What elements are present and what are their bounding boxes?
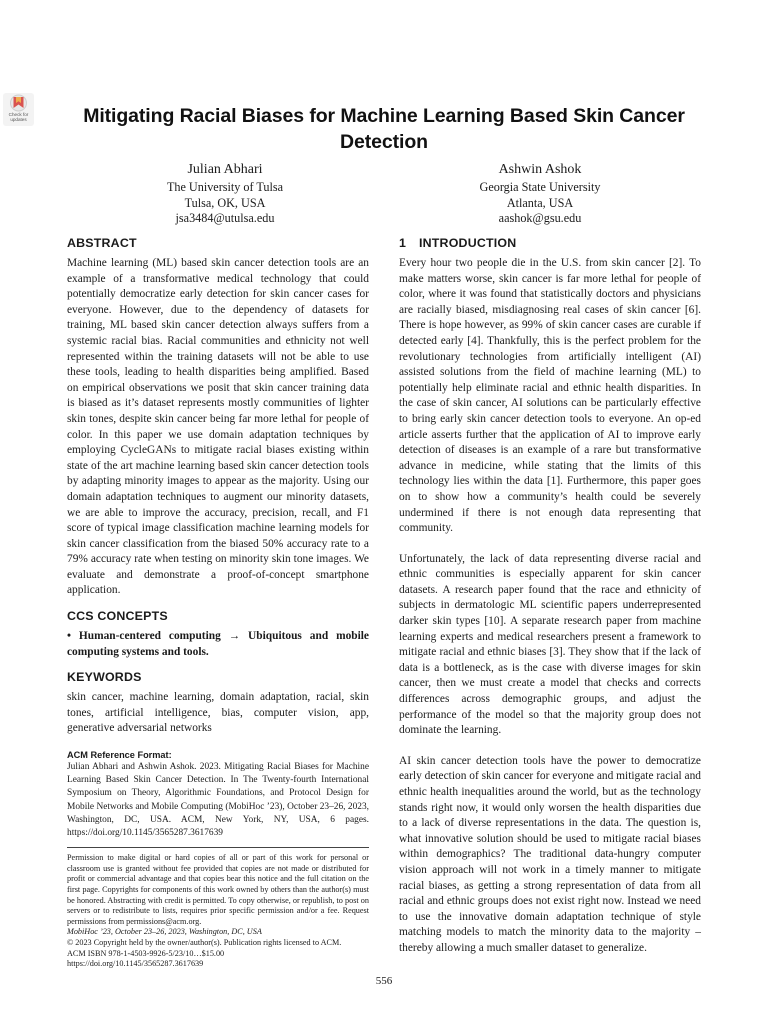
copyright-line: © 2023 Copyright held by the owner/author(s). Publication rights licensed to ACM. bbox=[67, 938, 342, 947]
author-email[interactable]: aashok@gsu.edu bbox=[498, 211, 582, 225]
permission-notice bbox=[67, 853, 369, 970]
author-name: Julian Abhari bbox=[187, 162, 263, 177]
section-title: INTRODUCTION bbox=[419, 236, 517, 250]
doi-link[interactable]: https://doi.org/10.1145/3565287.3617639 bbox=[67, 959, 204, 969]
author-name: Ashwin Ashok bbox=[498, 162, 582, 177]
permission-text: Permission to make digital or hard copies of all or part of this work for personal or classroom use is granted without fee provided that copies are not made or distributed for profit or commercial advantage and that copies bear this notice and the full citation on the first page. Copyrights for components of this work owned by others than the author(s) must be honored. Abstracting with credit is permitted. To copy otherwise, or republish, to post on servers or to redistribute to lists, requires prior specific permission and/or a fee. Request permissions from permissions@acm.org. bbox=[67, 853, 369, 926]
author-affiliation: Georgia State University bbox=[479, 180, 601, 194]
left-column bbox=[67, 235, 369, 970]
section-heading bbox=[399, 235, 701, 251]
page-number: 556 bbox=[375, 975, 393, 987]
badge-label: Check for updates bbox=[8, 112, 29, 122]
keywords-text: skin cancer, machine learning, domain adaptation, racial, skin tones, artificial intelligence, bias, computer vision, app, generative adversarial networks bbox=[67, 691, 369, 735]
author-location: Atlanta, USA bbox=[506, 195, 574, 210]
author-affiliation: The University of Tulsa bbox=[166, 180, 284, 194]
footnote-divider bbox=[67, 847, 369, 848]
bookmark-ribbon-icon bbox=[3, 93, 34, 113]
conference-line: MobiHoc ’23, October 23–26, 2023, Washington, DC, USA bbox=[67, 927, 262, 937]
author-email[interactable]: jsa3484@utulsa.edu bbox=[175, 211, 275, 225]
section-number: 1 bbox=[399, 236, 407, 250]
acm-reference-heading: ACM Reference Format: bbox=[67, 750, 172, 761]
paper-title: Mitigating Racial Biases for Machine Learning Based Skin Cancer Detection bbox=[83, 105, 685, 153]
isbn-line: ACM ISBN 978-1-4503-9926-5/23/10…$15.00 bbox=[67, 948, 225, 958]
intro-paragraph: Unfortunately, the lack of data representing diverse racial and ethnic communities is especially apparent for skin cancer datasets. A research paper found that the race and ethnicity of subjects in dermatologic ML scientific papers underrepresented darker skin types [10]. A separate research paper from machine learning experts and medical researchers present a framework to mitigate racial and ethnic biases [3]. They show that if the lack of data is a bottleneck, as is the case with diverse images for skin cancer, then we must create a model that checks and corrects differences across demographic groups, and adjust the performance of the model so that the majority group does not dominate the learning. bbox=[399, 552, 701, 737]
right-column bbox=[399, 235, 701, 957]
author-location: Tulsa, OK, USA bbox=[184, 195, 266, 210]
acm-reference-text: Julian Abhari and Ashwin Ashok. 2023. Mitigating Racial Biases for Machine Learning Based Skin Cancer Detection. In The Twenty-fourth International Symposium on Theory, Algorithmic Foundations, and Protocol Design for Mobile Networks and Mobile Computing (MobiHoc ’23), October 23–26, 2023, Washington, DC, USA. ACM, New York, NY, USA, 6 pages. https://doi.org/10.1145/3565287.3617639 bbox=[67, 762, 369, 839]
ccs-text: • Human-centered computing → Ubiquitous and mobile computing systems and tools. bbox=[67, 630, 369, 658]
intro-paragraph: Every hour two people die in the U.S. from skin cancer [2]. To make matters worse, skin cancer is far more lethal for people of color, where it was found that statistically doctors and physicians are racially biased, misdiagnosing real cases of skin cancer [6]. There is hope however, as 99% of skin cancer cases are curable if detected early [4]. Thankfully, this is the perfect problem for the revolutionary technologies from artificially intelligent (AI) assisted solutions from the field of machine learning (ML) to potentially help eliminate racial and ethnic health disparities. In the case of skin cancer, AI solutions can be particularly effective to bring early skin cancer detection tools to everyone. An op-ed article asserts further that the application of AI to improve early detection of diseases is an example of a rare but transformative advance in medicine, while stating that the limits of this technology lies within the data [1]. Furthermore, this paper goes on to show how a community’s health could be severely undermined if there is not enough data representing that community. bbox=[399, 257, 701, 535]
intro-paragraph: AI skin cancer detection tools have the power to democratize early detection of skin cancer for everyone and mitigate racial and ethnic health inequalities around the world, but as the technology stands right now, it would only worsen the health disparities due to a lack of diverse representations in the data. The question is, what innovative solution should be used to mitigate racial biases within demographics? The traditional data-hungry computer vision approach will not work in a timely manner to mitigate racial biases, as getting a strong representation of data from all racial and ethnic groups does not exist right now. Instead we need to use the innovative domain adaptation technique of style matching models to match the minority data to the majority – thereby allowing a much smaller dataset to generalize. bbox=[399, 754, 701, 954]
author-block bbox=[400, 162, 680, 227]
author-block bbox=[85, 162, 365, 227]
ccs-heading: CCS CONCEPTS bbox=[67, 609, 168, 624]
abstract-text: Machine learning (ML) based skin cancer detection tools are an example of a transformative medical technology that could potentially democratize early detection for skin cancer cases for everyone. However, due to the dependency of datasets for training, ML based skin cancer detection always suffers from a systemic racial bias. Racial communities and ethnicity not well represented within the training datasets will not be able to use these tools, leading to health disparities being amplified. Based on empirical observations we posit that skin cancer training data is biased as it’s dataset represents mostly communities of lighter skin tones, despite skin cancer being far more lethal for people of color. In this paper we use domain adaptation techniques by employing CycleGANs to mitigate racial biases existing within state of the art machine learning based skin cancer detection tools by adapting minority images to appear as the majority. Using our domain adaptation techniques to augment our minority datasets, we are able to improve the accuracy, precision, recall, and F1 score of typical image classification machine learning models for skin cancer classification from the biased 50% accuracy rate to a 79% accuracy rate when testing on minority skin tone images. We evaluate and demonstrate a proof-of-concept smartphone application. bbox=[67, 257, 369, 597]
abstract-heading: ABSTRACT bbox=[67, 236, 137, 250]
keywords-heading: KEYWORDS bbox=[67, 670, 142, 685]
check-for-updates-badge[interactable] bbox=[3, 93, 34, 126]
